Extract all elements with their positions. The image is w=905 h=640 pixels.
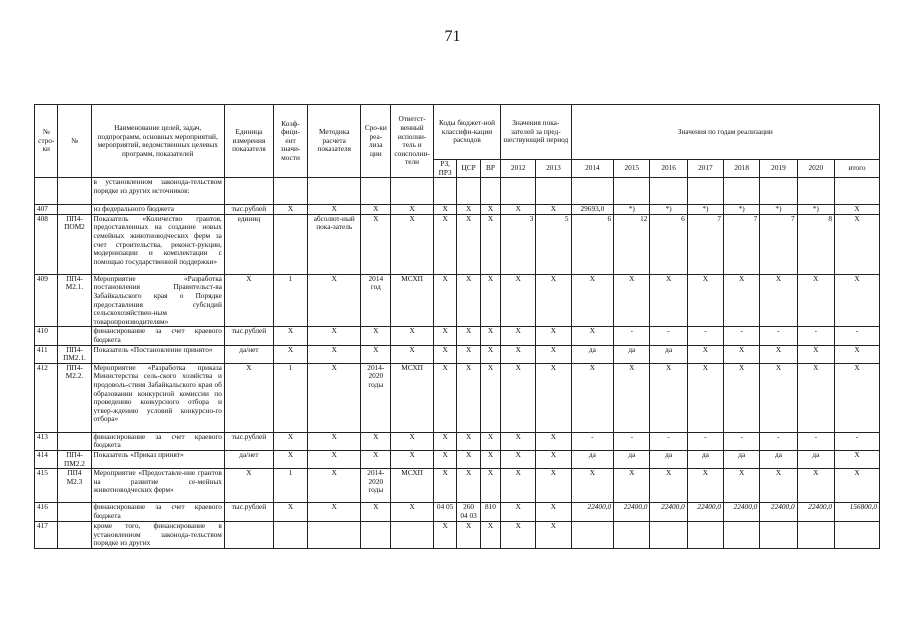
cell-no xyxy=(58,327,91,345)
table-body xyxy=(35,178,880,549)
cell-y2013: X xyxy=(536,450,571,468)
cell-unit xyxy=(224,178,273,205)
cell-resp: X xyxy=(391,432,434,450)
cell-y2016: X xyxy=(650,363,687,432)
cell-y2020: X xyxy=(797,274,834,327)
cell-y2013: X xyxy=(536,205,571,215)
cell-no: ПП4-ПОМ2 xyxy=(58,214,91,274)
cell-unit: да/нет xyxy=(224,450,273,468)
cell-resp: МСХП xyxy=(391,469,434,503)
cell-coef: X xyxy=(273,345,307,363)
cell-total: X xyxy=(834,363,879,432)
cell-vr: X xyxy=(480,469,500,503)
table-row xyxy=(35,214,880,274)
cell-csr: X xyxy=(457,450,480,468)
header-terms: Сро-ки реа-лиза ции xyxy=(361,105,391,178)
cell-rz: X xyxy=(433,432,456,450)
cell-total: X xyxy=(834,274,879,327)
table-row xyxy=(35,522,880,549)
cell-csr: X xyxy=(457,274,480,327)
cell-y2016: 22400,0 xyxy=(650,503,687,522)
cell-y2012: X xyxy=(501,327,536,345)
header-name: Наименование целей, задач, подпрограмм, основных мероприятий, мероприятий, ведомственных целевых программ, показателей xyxy=(91,105,224,178)
cell-rz: 04 05 xyxy=(433,503,456,522)
cell-y2014: X xyxy=(571,274,614,327)
cell-y2012: X xyxy=(501,274,536,327)
cell-y2018: X xyxy=(724,274,760,327)
cell-unit: X xyxy=(224,363,273,432)
header-previous-period: Значения пока-зателей за пред-шествующий период xyxy=(501,105,571,160)
cell-y2013: X xyxy=(536,363,571,432)
cell-y2020 xyxy=(797,178,834,205)
page-number: 71 xyxy=(444,28,461,45)
cell-method: X xyxy=(308,469,361,503)
cell-y2014: X xyxy=(571,327,614,345)
cell-y2019: X xyxy=(760,363,797,432)
cell-vr: X xyxy=(480,214,500,274)
cell-row: 412 xyxy=(35,363,58,432)
cell-rz: X xyxy=(433,469,456,503)
cell-y2020: X xyxy=(797,363,834,432)
header-years-group: Значения по годам реализации xyxy=(571,105,879,160)
cell-y2013: 5 xyxy=(536,214,571,274)
cell-y2014: 22400,0 xyxy=(571,503,614,522)
cell-vr xyxy=(480,178,500,205)
cell-no xyxy=(58,178,91,205)
cell-vr: X xyxy=(480,522,500,549)
cell-vr: X xyxy=(480,432,500,450)
cell-vr: X xyxy=(480,363,500,432)
cell-y2019: - xyxy=(760,432,797,450)
cell-no: ПП4-М2.1. xyxy=(58,274,91,327)
cell-name: финансирование за счет краевого бюджета xyxy=(91,327,224,345)
cell-y2018 xyxy=(724,522,760,549)
cell-y2019 xyxy=(760,178,797,205)
cell-row: 408 xyxy=(35,214,58,274)
cell-csr: X xyxy=(457,432,480,450)
table-row xyxy=(35,432,880,450)
cell-y2015: 22400,0 xyxy=(614,503,650,522)
cell-y2015: - xyxy=(614,327,650,345)
cell-y2018: 22400,0 xyxy=(724,503,760,522)
cell-coef: 1 xyxy=(273,469,307,503)
table-row xyxy=(35,450,880,468)
cell-unit: тыс.рублей xyxy=(224,327,273,345)
header-budget-codes: Коды бюджет-ной классифи-кации расходов xyxy=(433,105,500,160)
cell-y2014: - xyxy=(571,432,614,450)
cell-y2012: 3 xyxy=(501,214,536,274)
cell-coef: 1 xyxy=(273,363,307,432)
cell-y2020: 22400,0 xyxy=(797,503,834,522)
header-csr: ЦСР xyxy=(457,160,480,178)
cell-y2015: X xyxy=(614,274,650,327)
cell-y2017: 22400,0 xyxy=(687,503,723,522)
cell-row: 415 xyxy=(35,469,58,503)
cell-terms: X xyxy=(361,345,391,363)
cell-method: X xyxy=(308,345,361,363)
cell-terms: X xyxy=(361,450,391,468)
cell-y2015: да xyxy=(614,450,650,468)
cell-y2020: - xyxy=(797,327,834,345)
cell-rz: X xyxy=(433,450,456,468)
cell-coef: X xyxy=(273,432,307,450)
cell-csr: X xyxy=(457,522,480,549)
cell-method: абсолют-ный пока-затель xyxy=(308,214,361,274)
cell-y2019: X xyxy=(760,274,797,327)
cell-unit: да/нет xyxy=(224,345,273,363)
cell-y2017: X xyxy=(687,274,723,327)
cell-unit xyxy=(224,522,273,549)
cell-y2013: X xyxy=(536,432,571,450)
cell-csr xyxy=(457,178,480,205)
cell-y2020: 8 xyxy=(797,214,834,274)
cell-y2018: *) xyxy=(724,205,760,215)
cell-row: 411 xyxy=(35,345,58,363)
cell-y2017: X xyxy=(687,345,723,363)
cell-y2012: X xyxy=(501,503,536,522)
cell-csr: X xyxy=(457,327,480,345)
cell-y2017: - xyxy=(687,327,723,345)
cell-name: кроме того, финансирование в установленном законода-тельством порядке из других xyxy=(91,522,224,549)
cell-no: ПП4-ПМ2.2 xyxy=(58,450,91,468)
cell-y2018: X xyxy=(724,469,760,503)
cell-total xyxy=(834,522,879,549)
indicators-table xyxy=(34,104,880,549)
cell-y2015: - xyxy=(614,432,650,450)
cell-y2016 xyxy=(650,178,687,205)
cell-unit: тыс.рублей xyxy=(224,432,273,450)
header-2016: 2016 xyxy=(650,160,687,178)
cell-coef xyxy=(273,522,307,549)
cell-y2020 xyxy=(797,522,834,549)
cell-name: Мероприятие «Предоставле-ние грантов на развитие се-мейных животноводческих ферм» xyxy=(91,469,224,503)
cell-y2016: - xyxy=(650,327,687,345)
cell-y2019: *) xyxy=(760,205,797,215)
cell-terms xyxy=(361,522,391,549)
cell-resp: МСХП xyxy=(391,363,434,432)
cell-name: Мероприятие «Разработка постановления Правительст-ва Забайкальского края о Порядке предоставления субсидий сельскохозяйствен-ным товаропроизводителям» xyxy=(91,274,224,327)
cell-resp: X xyxy=(391,205,434,215)
cell-y2016: 6 xyxy=(650,214,687,274)
cell-y2019: - xyxy=(760,327,797,345)
cell-resp: X xyxy=(391,503,434,522)
cell-y2014: X xyxy=(571,363,614,432)
cell-total: X xyxy=(834,205,879,215)
cell-y2018: да xyxy=(724,450,760,468)
cell-y2015 xyxy=(614,522,650,549)
cell-method: X xyxy=(308,327,361,345)
cell-vr: X xyxy=(480,450,500,468)
cell-rz: X xyxy=(433,327,456,345)
cell-total: X xyxy=(834,345,879,363)
cell-y2013: X xyxy=(536,274,571,327)
cell-total: X xyxy=(834,214,879,274)
cell-y2017: X xyxy=(687,469,723,503)
cell-unit: тыс.рублей xyxy=(224,503,273,522)
cell-total: - xyxy=(834,432,879,450)
cell-y2012: X xyxy=(501,205,536,215)
header-2019: 2019 xyxy=(760,160,797,178)
cell-csr: X xyxy=(457,469,480,503)
cell-name: финансирование за счет краевого бюджета xyxy=(91,503,224,522)
cell-y2016: *) xyxy=(650,205,687,215)
cell-rz: X xyxy=(433,214,456,274)
cell-coef xyxy=(273,178,307,205)
cell-name: Показатель «Приказ принят» xyxy=(91,450,224,468)
cell-csr: X xyxy=(457,214,480,274)
header-row-number: № стро-ки xyxy=(35,105,58,178)
cell-y2014 xyxy=(571,178,614,205)
cell-unit: X xyxy=(224,274,273,327)
cell-y2016 xyxy=(650,522,687,549)
cell-y2014: да xyxy=(571,450,614,468)
cell-unit: тыс.рублей xyxy=(224,205,273,215)
header-2015: 2015 xyxy=(614,160,650,178)
cell-terms: 2014 год xyxy=(361,274,391,327)
cell-method xyxy=(308,522,361,549)
cell-name: Показатель «Количество грантов, предоставленных на создание новых семейных животноводческих ферм за счет строительства, реконст-рукции, модернизации и комплектации с помощью государственной поддержки» xyxy=(91,214,224,274)
table-row xyxy=(35,503,880,522)
cell-rz: X xyxy=(433,274,456,327)
header-2013: 2013 xyxy=(536,160,571,178)
cell-y2017: да xyxy=(687,450,723,468)
cell-method xyxy=(308,178,361,205)
cell-y2013: X xyxy=(536,327,571,345)
cell-total: - xyxy=(834,327,879,345)
cell-y2014: 29693,0 xyxy=(571,205,614,215)
cell-y2015: 12 xyxy=(614,214,650,274)
header-number: № xyxy=(58,105,91,178)
header-vr: ВР xyxy=(480,160,500,178)
cell-y2012: X xyxy=(501,450,536,468)
cell-terms: X xyxy=(361,214,391,274)
header-2020: 2020 xyxy=(797,160,834,178)
cell-method: X xyxy=(308,274,361,327)
cell-no xyxy=(58,205,91,215)
cell-y2014: X xyxy=(571,469,614,503)
cell-csr: X xyxy=(457,345,480,363)
cell-method: X xyxy=(308,450,361,468)
header-rz: РЗ, ПРЗ xyxy=(433,160,456,178)
cell-unit: единиц xyxy=(224,214,273,274)
header-responsible: Ответст-венный исполни-тель и соисполни-тели xyxy=(391,105,434,178)
cell-resp xyxy=(391,178,434,205)
cell-y2015: X xyxy=(614,469,650,503)
cell-y2012: X xyxy=(501,522,536,549)
cell-name: в установленном законода-тельством порядке из других источников: xyxy=(91,178,224,205)
cell-row: 410 xyxy=(35,327,58,345)
cell-resp: X xyxy=(391,327,434,345)
cell-name: Показатель «Постановление принято» xyxy=(91,345,224,363)
cell-y2012: X xyxy=(501,345,536,363)
cell-row: 414 xyxy=(35,450,58,468)
cell-terms: 2014-2020 годы xyxy=(361,363,391,432)
cell-unit: X xyxy=(224,469,273,503)
cell-y2018: 7 xyxy=(724,214,760,274)
header-coefficient: Коэф-фици-ент значи-мости xyxy=(273,105,307,178)
cell-y2013: X xyxy=(536,345,571,363)
cell-rz: X xyxy=(433,205,456,215)
table-row xyxy=(35,274,880,327)
cell-no: ПП4-ПМ2.1. xyxy=(58,345,91,363)
cell-total: 156800,0 xyxy=(834,503,879,522)
cell-total xyxy=(834,178,879,205)
table-row xyxy=(35,178,880,205)
header-2018: 2018 xyxy=(724,160,760,178)
cell-row: 407 xyxy=(35,205,58,215)
cell-y2016: X xyxy=(650,274,687,327)
cell-csr: 260 04 03 xyxy=(457,503,480,522)
cell-vr: X xyxy=(480,345,500,363)
cell-coef xyxy=(273,214,307,274)
cell-coef: X xyxy=(273,327,307,345)
cell-coef: X xyxy=(273,503,307,522)
header-2017: 2017 xyxy=(687,160,723,178)
cell-y2018: X xyxy=(724,363,760,432)
cell-name: Мероприятие «Разработка приказа Министерства сель-ского хозяйства и продоволь-ствия Забайкальского края об образовании конкурсной комиссии по проведению конкурсного отбора и утвер-ждению условий конкурсно-го отбора» xyxy=(91,363,224,432)
cell-y2018: - xyxy=(724,432,760,450)
cell-y2012: X xyxy=(501,363,536,432)
cell-y2017 xyxy=(687,522,723,549)
cell-rz: X xyxy=(433,345,456,363)
cell-terms: X xyxy=(361,432,391,450)
cell-method: X xyxy=(308,363,361,432)
cell-y2020: - xyxy=(797,432,834,450)
cell-coef: X xyxy=(273,205,307,215)
cell-y2012 xyxy=(501,178,536,205)
cell-y2017: X xyxy=(687,363,723,432)
header-2012: 2012 xyxy=(501,160,536,178)
table-row xyxy=(35,363,880,432)
cell-method: X xyxy=(308,205,361,215)
cell-y2020: да xyxy=(797,450,834,468)
cell-row: 416 xyxy=(35,503,58,522)
cell-vr: X xyxy=(480,205,500,215)
cell-vr: X xyxy=(480,327,500,345)
cell-y2015 xyxy=(614,178,650,205)
cell-terms: 2014-2020 годы xyxy=(361,469,391,503)
cell-rz: X xyxy=(433,522,456,549)
cell-y2018: X xyxy=(724,345,760,363)
cell-terms: X xyxy=(361,327,391,345)
cell-no: ПП4-М2.2. xyxy=(58,363,91,432)
cell-resp: X xyxy=(391,450,434,468)
cell-y2013: X xyxy=(536,503,571,522)
cell-csr: X xyxy=(457,205,480,215)
cell-y2014 xyxy=(571,522,614,549)
cell-rz: X xyxy=(433,363,456,432)
cell-resp: X xyxy=(391,345,434,363)
cell-row: 417 xyxy=(35,522,58,549)
cell-no: ПП4 М2.3 xyxy=(58,469,91,503)
cell-terms: X xyxy=(361,503,391,522)
cell-y2019: 22400,0 xyxy=(760,503,797,522)
cell-name: из федерального бюджета xyxy=(91,205,224,215)
table-row xyxy=(35,205,880,215)
cell-y2018 xyxy=(724,178,760,205)
cell-vr: X xyxy=(480,274,500,327)
cell-y2016: - xyxy=(650,432,687,450)
cell-y2013 xyxy=(536,178,571,205)
cell-no xyxy=(58,503,91,522)
cell-y2013: X xyxy=(536,469,571,503)
cell-total: X xyxy=(834,469,879,503)
cell-y2020: *) xyxy=(797,205,834,215)
cell-y2020: X xyxy=(797,345,834,363)
cell-y2019: X xyxy=(760,345,797,363)
cell-y2015: да xyxy=(614,345,650,363)
cell-no xyxy=(58,522,91,549)
cell-y2016: да xyxy=(650,450,687,468)
cell-rz xyxy=(433,178,456,205)
cell-resp: МСХП xyxy=(391,274,434,327)
table-row xyxy=(35,327,880,345)
cell-y2014: 6 xyxy=(571,214,614,274)
cell-method: X xyxy=(308,432,361,450)
cell-y2013: X xyxy=(536,522,571,549)
cell-terms: X xyxy=(361,205,391,215)
cell-y2020: X xyxy=(797,469,834,503)
cell-y2019 xyxy=(760,522,797,549)
cell-name: финансирование за счет краевого бюджета xyxy=(91,432,224,450)
cell-y2019: X xyxy=(760,469,797,503)
cell-y2019: 7 xyxy=(760,214,797,274)
cell-y2018: - xyxy=(724,327,760,345)
cell-y2019: да xyxy=(760,450,797,468)
cell-vr: 810 xyxy=(480,503,500,522)
cell-resp: X xyxy=(391,214,434,274)
cell-row: 409 xyxy=(35,274,58,327)
cell-y2017 xyxy=(687,178,723,205)
cell-y2017: 7 xyxy=(687,214,723,274)
cell-y2012: X xyxy=(501,469,536,503)
table-row xyxy=(35,469,880,503)
cell-no xyxy=(58,432,91,450)
header-total: итого xyxy=(834,160,879,178)
cell-csr: X xyxy=(457,363,480,432)
cell-resp xyxy=(391,522,434,549)
cell-method: X xyxy=(308,503,361,522)
cell-y2017: - xyxy=(687,432,723,450)
cell-y2017: *) xyxy=(687,205,723,215)
cell-y2014: да xyxy=(571,345,614,363)
cell-row xyxy=(35,178,58,205)
cell-row: 413 xyxy=(35,432,58,450)
header-2014: 2014 xyxy=(571,160,614,178)
table-row xyxy=(35,345,880,363)
cell-y2015: X xyxy=(614,363,650,432)
cell-y2016: да xyxy=(650,345,687,363)
cell-y2015: *) xyxy=(614,205,650,215)
cell-terms xyxy=(361,178,391,205)
cell-y2016: X xyxy=(650,469,687,503)
header-unit: Единица измерения показателя xyxy=(224,105,273,178)
cell-y2012: X xyxy=(501,432,536,450)
cell-coef: X xyxy=(273,450,307,468)
header-method: Методика расчета показателя xyxy=(308,105,361,178)
cell-coef: 1 xyxy=(273,274,307,327)
cell-total: X xyxy=(834,450,879,468)
